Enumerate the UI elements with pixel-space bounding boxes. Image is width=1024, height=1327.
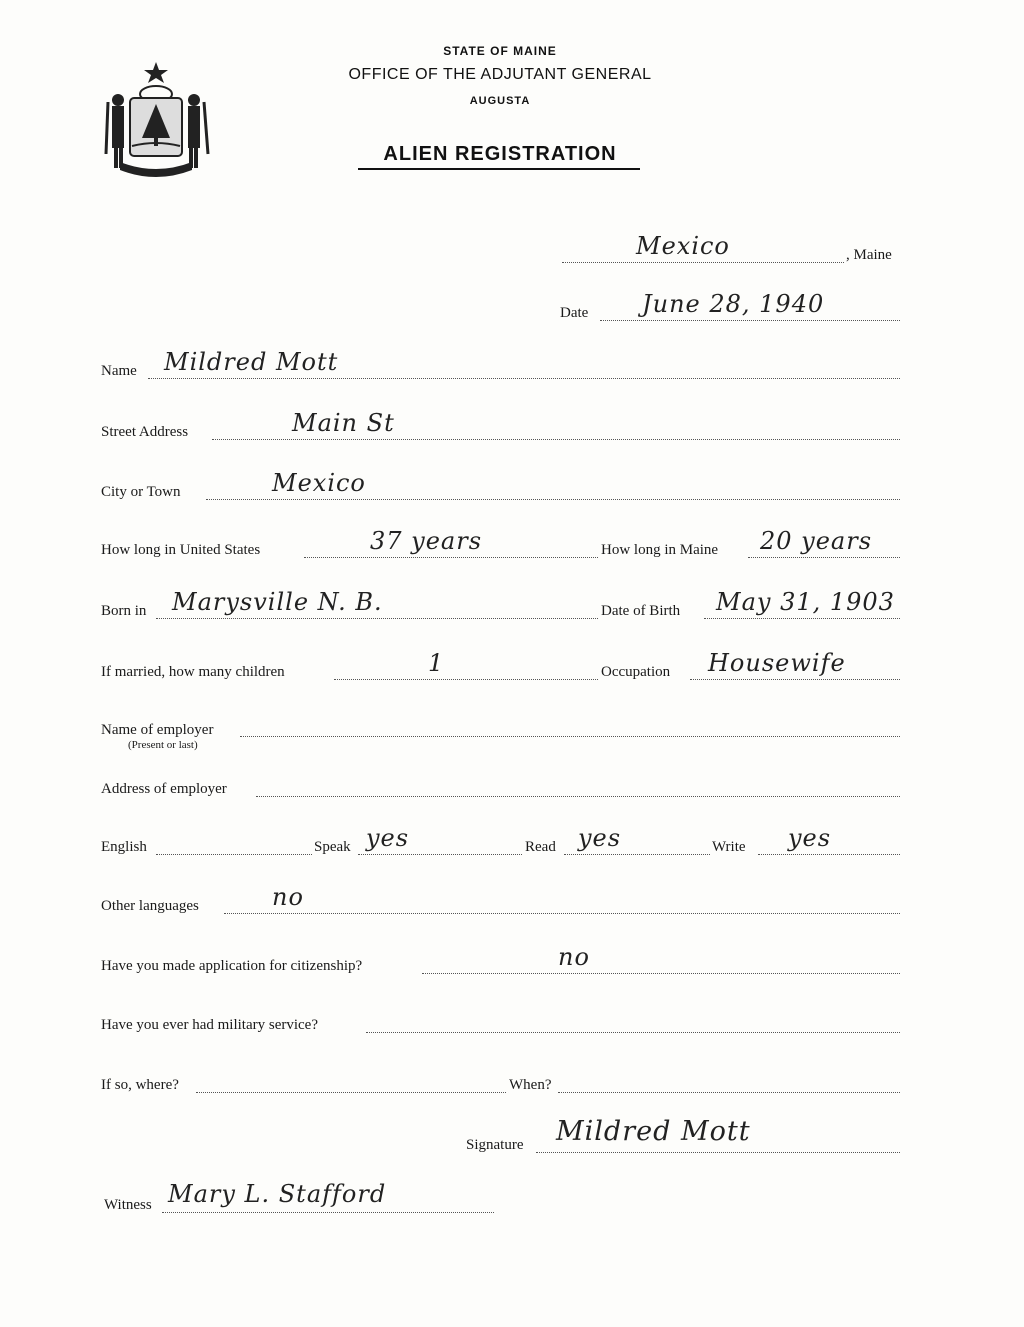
name-value: Mildred Mott — [164, 348, 339, 376]
employer-address-line — [256, 796, 900, 797]
years-us-line — [304, 557, 598, 558]
dob-line — [704, 618, 900, 619]
years-us-label: How long in United States — [101, 542, 261, 558]
witness-line — [162, 1212, 494, 1213]
years-maine-label: How long in Maine — [601, 542, 719, 558]
children-value: 1 — [428, 649, 445, 677]
english-label: English — [101, 839, 147, 855]
years-maine-value: 20 years — [760, 527, 873, 555]
city-line — [206, 499, 900, 500]
date-label: Date — [560, 305, 589, 321]
dob-label: Date of Birth — [601, 603, 681, 619]
employer-label: Name of employer — [101, 722, 214, 738]
citizenship-value: no — [558, 943, 590, 971]
witness-label: Witness — [104, 1197, 152, 1213]
where-label: If so, where? — [101, 1077, 179, 1093]
citizenship-line — [422, 973, 900, 974]
read-value: yes — [578, 824, 622, 852]
write-line — [758, 854, 900, 855]
maine-state-seal-icon — [100, 58, 212, 186]
born-label: Born in — [101, 603, 147, 619]
date-line — [600, 320, 900, 321]
occupation-label: Occupation — [601, 664, 671, 680]
speak-value: yes — [366, 824, 410, 852]
title-underline — [358, 168, 640, 170]
city-heading: AUGUSTA — [469, 95, 531, 107]
occupation-line — [690, 679, 900, 680]
witness-value: Mary L. Stafford — [168, 1180, 387, 1208]
form-title: ALIEN REGISTRATION — [383, 143, 617, 165]
employer-line — [240, 736, 900, 737]
name-line — [148, 378, 900, 379]
date-value: June 28, 1940 — [642, 290, 825, 318]
other-languages-label: Other languages — [101, 898, 199, 914]
street-line — [212, 439, 900, 440]
children-line — [334, 679, 598, 680]
where-line — [196, 1092, 506, 1093]
other-languages-value: no — [272, 883, 304, 911]
born-line — [156, 618, 598, 619]
years-maine-line — [748, 557, 900, 558]
occupation-value: Housewife — [708, 649, 846, 677]
english-line — [156, 854, 312, 855]
years-us-value: 37 years — [370, 527, 483, 555]
signature-value: Mildred Mott — [556, 1116, 751, 1147]
town-line — [562, 262, 844, 263]
other-languages-line — [224, 913, 900, 914]
street-label: Street Address — [101, 424, 189, 440]
citizenship-label: Have you made application for citizenship? — [101, 958, 363, 974]
maine-label: , Maine — [846, 247, 892, 263]
state-heading: STATE OF MAINE — [443, 44, 557, 58]
town-value: Mexico — [636, 232, 730, 260]
when-line — [558, 1092, 900, 1093]
military-label: Have you ever had military service? — [101, 1017, 318, 1033]
dob-value: May 31, 1903 — [716, 588, 895, 616]
military-line — [366, 1032, 900, 1033]
signature-line — [536, 1152, 900, 1153]
when-label: When? — [509, 1077, 552, 1093]
signature-label: Signature — [466, 1137, 524, 1153]
employer-sublabel: (Present or last) — [128, 739, 198, 751]
write-label: Write — [712, 839, 746, 855]
name-label: Name — [101, 363, 137, 379]
city-value: Mexico — [272, 469, 366, 497]
employer-address-label: Address of employer — [101, 781, 227, 797]
born-value: Marysville N. B. — [172, 588, 383, 616]
street-value: Main St — [292, 409, 395, 437]
children-label: If married, how many children — [101, 664, 285, 680]
speak-label: Speak — [314, 839, 351, 855]
read-label: Read — [525, 839, 556, 855]
city-label: City or Town — [101, 484, 181, 500]
read-line — [564, 854, 710, 855]
write-value: yes — [788, 824, 832, 852]
speak-line — [358, 854, 522, 855]
office-heading: OFFICE OF THE ADJUTANT GENERAL — [348, 66, 652, 83]
